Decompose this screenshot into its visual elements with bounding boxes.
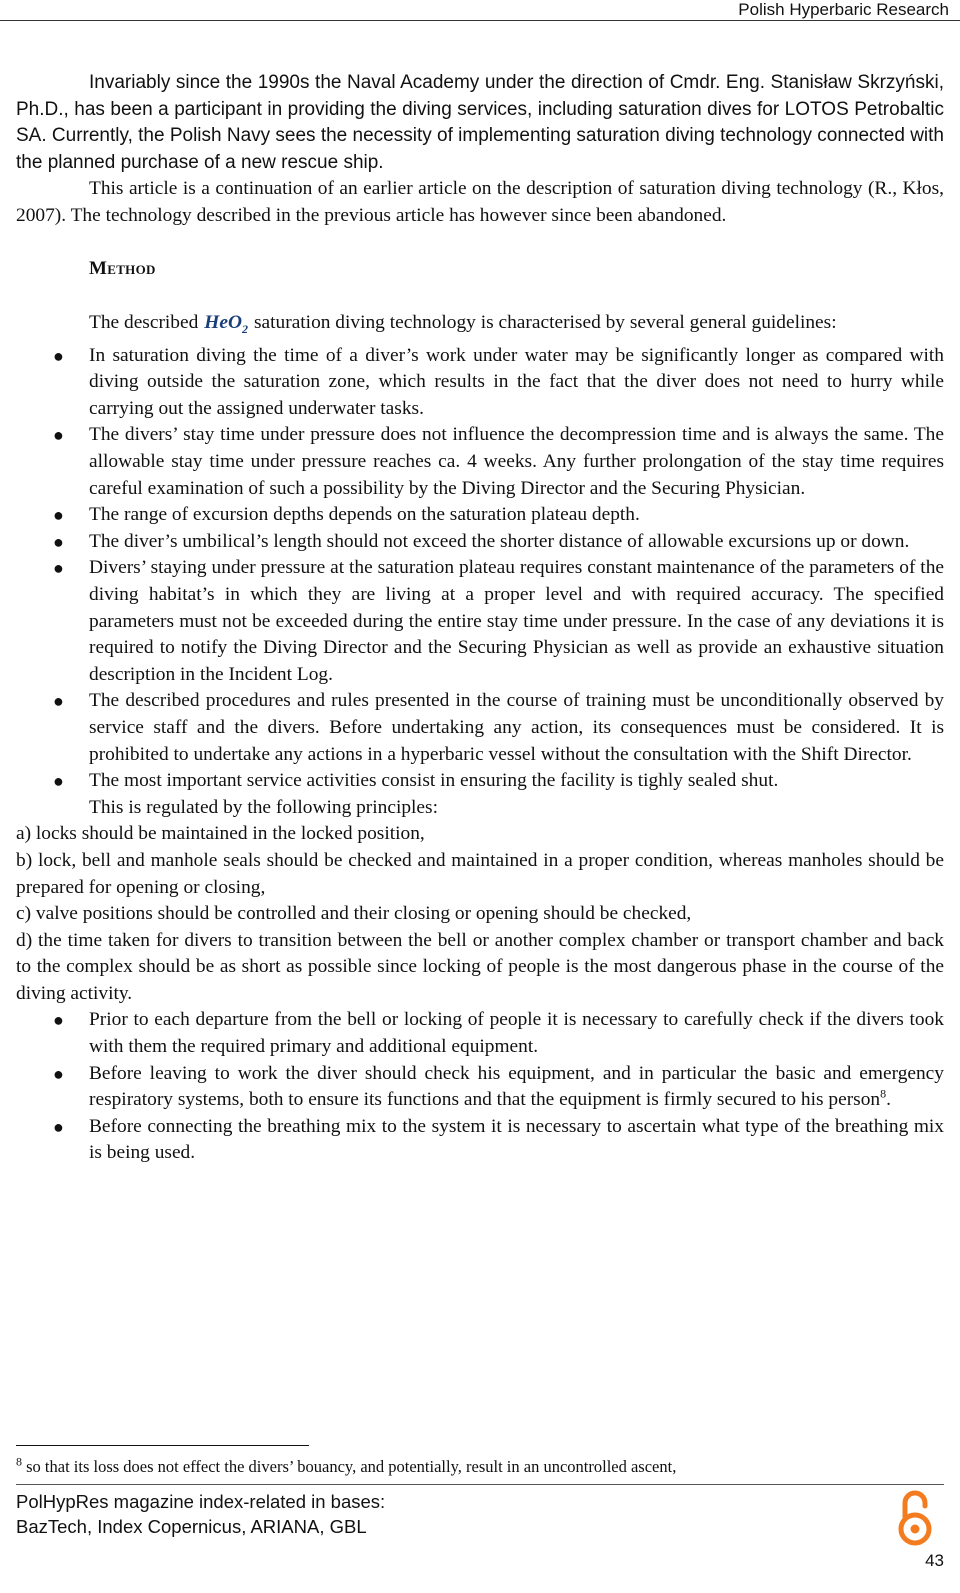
list-item <box>16 343 944 423</box>
bullet-icon: ● <box>53 1010 64 1031</box>
bullet-icon: ● <box>53 505 64 526</box>
lead-text-before: The described <box>89 312 199 334</box>
list-item <box>16 1061 944 1114</box>
list-item <box>16 502 944 529</box>
procedures-list <box>16 1007 944 1167</box>
list-item <box>16 1007 944 1060</box>
lead-text-after: saturation diving technology is characterised by several general guidelines: <box>254 312 837 334</box>
bullet-icon: ● <box>53 691 64 712</box>
method-lead-paragraph <box>16 310 944 342</box>
page-header <box>0 0 960 21</box>
list-item-text: Before connecting the breathing mix to the system it is necessary to ascertain what type of the breathing mix is being used. <box>89 1115 944 1164</box>
intro-paragraph: This article is a continuation of an earlier article on the description of saturation diving technology (R., Kłos, 2007). The technology described in the previous article has however since been abandoned. <box>16 178 944 226</box>
formula-subscript: 2 <box>242 322 248 337</box>
footer-line: PolHypRes magazine index-related in bases: <box>16 1491 386 1512</box>
principle-item: c) valve positions should be controlled and their closing or opening should be checked, <box>16 903 692 925</box>
list-item <box>16 422 944 502</box>
bullet-icon: ● <box>53 345 64 366</box>
bullet-icon: ● <box>53 1116 64 1137</box>
formula-main: HeO <box>204 312 242 334</box>
list-item-tail: . <box>886 1089 891 1111</box>
list-item-text: Divers’ staying under pressure at the saturation plateau requires constant maintenance of the parameters of the diving habitat’s in which they are living at a proper level and with required accuracy. The specified parameters must not be exceeded during the entire stay time under pressure. In the case of any deviations it is required to notify the Diving Director and the Securing Physician as well as provide an exhaustive situation description in the Incident Log. <box>89 557 944 685</box>
footnote-ref[interactable]: 8 <box>880 1086 887 1101</box>
list-item <box>16 529 944 556</box>
list-item-text: In saturation diving the time of a diver’s work under water may be significantly longer as compared with diving outside the saturation zone, which results in the fact that the diver does not need to hurry while carrying out the assigned underwater tasks. <box>89 344 944 419</box>
list-item-text: Prior to each departure from the bell or locking of people it is necessary to carefully check if the divers took with them the required primary and additional equipment. <box>89 1009 944 1058</box>
list-item <box>16 1114 944 1167</box>
footer-indexing <box>16 1489 385 1539</box>
principle-item: a) locks should be maintained in the locked position, <box>16 823 425 845</box>
list-item-text: The diver’s umbilical’s length should not exceed the shorter distance of allowable excursions up or down. <box>89 530 910 552</box>
bullet-icon: ● <box>53 425 64 446</box>
footnote-text: so that its loss does not effect the divers’ bouancy, and potentially, result in an uncontrolled ascent, <box>26 1457 677 1476</box>
list-item <box>16 688 944 768</box>
article-body <box>16 70 944 1167</box>
list-item-text: The divers’ stay time under pressure does not influence the decompression time and is always the same. The allowable stay time under pressure reaches ca. 4 weeks. Any further prolongation of the stay time requires careful examination of such a possibility by the Diving Director and the Securing Physician. <box>89 424 944 499</box>
list-item <box>16 768 944 795</box>
journal-title: Polish Hyperbaric Research <box>738 0 949 19</box>
footer-divider <box>16 1484 944 1485</box>
open-access-icon <box>893 1487 937 1547</box>
principles-lead: This is regulated by the following principles: <box>89 796 438 818</box>
principle-item: b) lock, bell and manhole seals should be checked and maintained in a proper condition, whereas manholes should be prepared for opening or closing, <box>16 849 944 898</box>
page-number: 43 <box>925 1551 944 1570</box>
intro-paragraph: Invariably since the 1990s the Naval Academy under the direction of Cmdr. Eng. Stanisław Skrzyński, Ph.D., has been a participant in providing the diving services, including saturation dives for LOTOS Petrobaltic SA. Currently, the Polish Navy sees the necessity of implementing saturation diving technology connected with the planned purchase of a new rescue ship. <box>16 72 944 173</box>
heo2-formula <box>204 312 248 337</box>
list-item-text: The described procedures and rules presented in the course of training must be unconditionally observed by service staff and the divers. Before undertaking any action, its consequences must be considered. It is prohibited to undertake any actions in a hyperbaric vessel without the consultation with the Shift Director. <box>89 690 944 765</box>
footnote-divider <box>16 1445 309 1446</box>
principle-item: d) the time taken for divers to transition between the bell or another complex chamber or transport chamber and back to the complex should be as short as possible since locking of people is the most dangerous phase in the course of the diving activity. <box>16 929 944 1004</box>
footnote <box>16 1456 944 1478</box>
list-item <box>16 555 944 688</box>
footer-line: BazTech, Index Copernicus, ARIANA, GBL <box>16 1516 367 1537</box>
list-item-text: The range of excursion depths depends on the saturation plateau depth. <box>89 504 640 526</box>
list-item-text: Before leaving to work the diver should check his equipment, and in particular the basic and emergency respiratory systems, both to ensure its functions and that the equipment is firmly secured to his person <box>89 1062 944 1111</box>
list-item-text: The most important service activities consist in ensuring the facility is tighly sealed shut. <box>89 770 779 792</box>
section-heading: Method <box>89 257 156 279</box>
bullet-icon: ● <box>53 771 64 792</box>
guidelines-list <box>16 343 944 795</box>
bullet-icon: ● <box>53 531 64 552</box>
bullet-icon: ● <box>53 1063 64 1084</box>
bullet-icon: ● <box>53 558 64 579</box>
footnote-number: 8 <box>16 1454 22 1469</box>
